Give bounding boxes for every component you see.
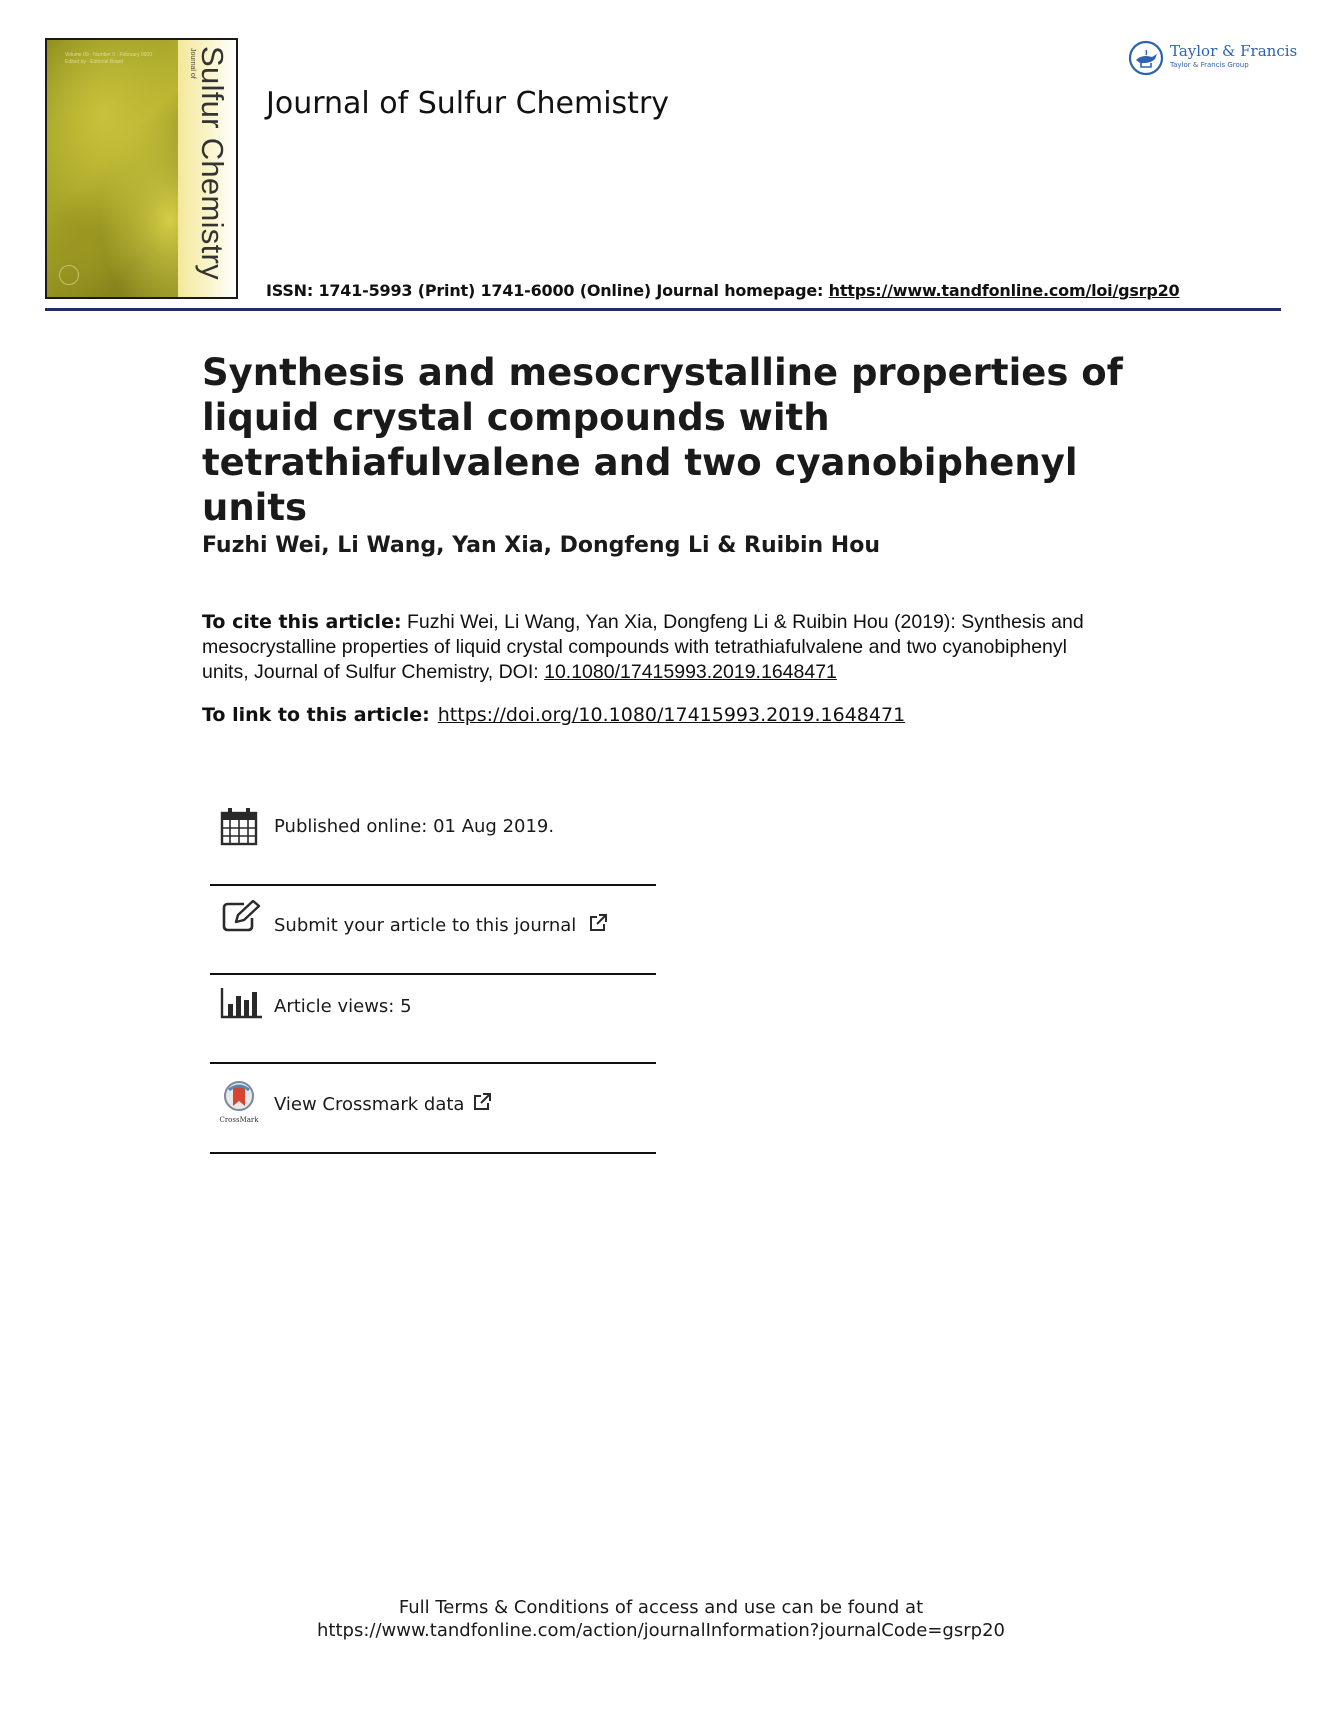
divider <box>210 884 656 886</box>
article-doi-url-link[interactable]: https://doi.org/10.1080/17415993.2019.1648471 <box>437 704 906 726</box>
footer-terms-text: Full Terms & Conditions of access and use can be found at <box>398 1597 924 1618</box>
issn-text: ISSN: 1741-5993 (Print) 1741-6000 (Online) Journal homepage: <box>266 281 829 300</box>
cover-journal-of: Journal of <box>189 48 196 79</box>
crossmark-logo-text: CrossMark <box>219 1116 259 1124</box>
citation-doi-link[interactable]: 10.1080/17415993.2019.1648471 <box>544 661 837 683</box>
issn-line <box>266 281 1179 300</box>
publisher-group: Taylor & Francis Group <box>1170 61 1249 69</box>
published-online-row <box>210 806 656 856</box>
calendar-icon <box>220 806 258 846</box>
external-link-icon <box>588 913 608 933</box>
submit-article-row[interactable] <box>210 898 656 948</box>
footer <box>0 1596 1322 1642</box>
article-title: Synthesis and mesocrystalline properties of liquid crystal compounds with tetrathiafulvalene and two cyanobiphenyl units <box>202 351 1123 529</box>
article-link-block <box>202 704 905 726</box>
citation-block <box>202 610 1102 685</box>
bar-chart-icon <box>220 986 264 1020</box>
cover-seal <box>59 265 79 285</box>
published-online-text: Published online: 01 Aug 2019. <box>274 816 555 837</box>
crossmark-icon <box>219 1080 259 1124</box>
journal-homepage-link[interactable]: https://www.tandfonline.com/loi/gsrp20 <box>828 281 1180 300</box>
journal-title: Journal of Sulfur Chemistry <box>266 86 670 121</box>
cover-small-print: Volume 00 · Number 0 · February 0000 · Edited by · Editorial Board <box>65 52 156 65</box>
publisher-logo[interactable] <box>1128 38 1298 78</box>
view-crossmark-link[interactable]: View Crossmark data <box>274 1094 465 1115</box>
external-link-icon <box>472 1092 492 1112</box>
submit-article-link[interactable]: Submit your article to this journal <box>274 915 577 936</box>
article-views-row <box>210 986 656 1030</box>
citation-text: Fuzhi Wei, Li Wang, Yan Xia, Dongfeng Li & Ruibin Hou (2019): Synthesis and mesocrystalline properties of liquid crystal compounds with tetrathiafulvalene and two cyanobiphenyl units, Journal of Sulfur Chemistry, DOI: <box>202 611 1084 683</box>
publisher-name: Taylor & Francis <box>1170 42 1298 60</box>
journal-cover-image <box>45 38 238 299</box>
divider <box>210 1152 656 1154</box>
link-label: To link to this article: <box>202 704 430 726</box>
article-authors: Fuzhi Wei, Li Wang, Yan Xia, Dongfeng Li & Ruibin Hou <box>202 533 880 558</box>
cover-journal-title: Sulfur Chemistry <box>195 46 230 280</box>
taylor-francis-lamp-icon <box>1128 40 1164 76</box>
footer-terms-url: https://www.tandfonline.com/action/journalInformation?journalCode=gsrp20 <box>317 1620 1005 1641</box>
header-rule <box>45 308 1281 311</box>
article-views-text: Article views: 5 <box>274 996 412 1017</box>
divider <box>210 1062 656 1064</box>
divider <box>210 973 656 975</box>
citation-label: To cite this article: <box>202 611 402 633</box>
crossmark-row[interactable] <box>210 1080 656 1130</box>
edit-icon <box>222 900 262 934</box>
